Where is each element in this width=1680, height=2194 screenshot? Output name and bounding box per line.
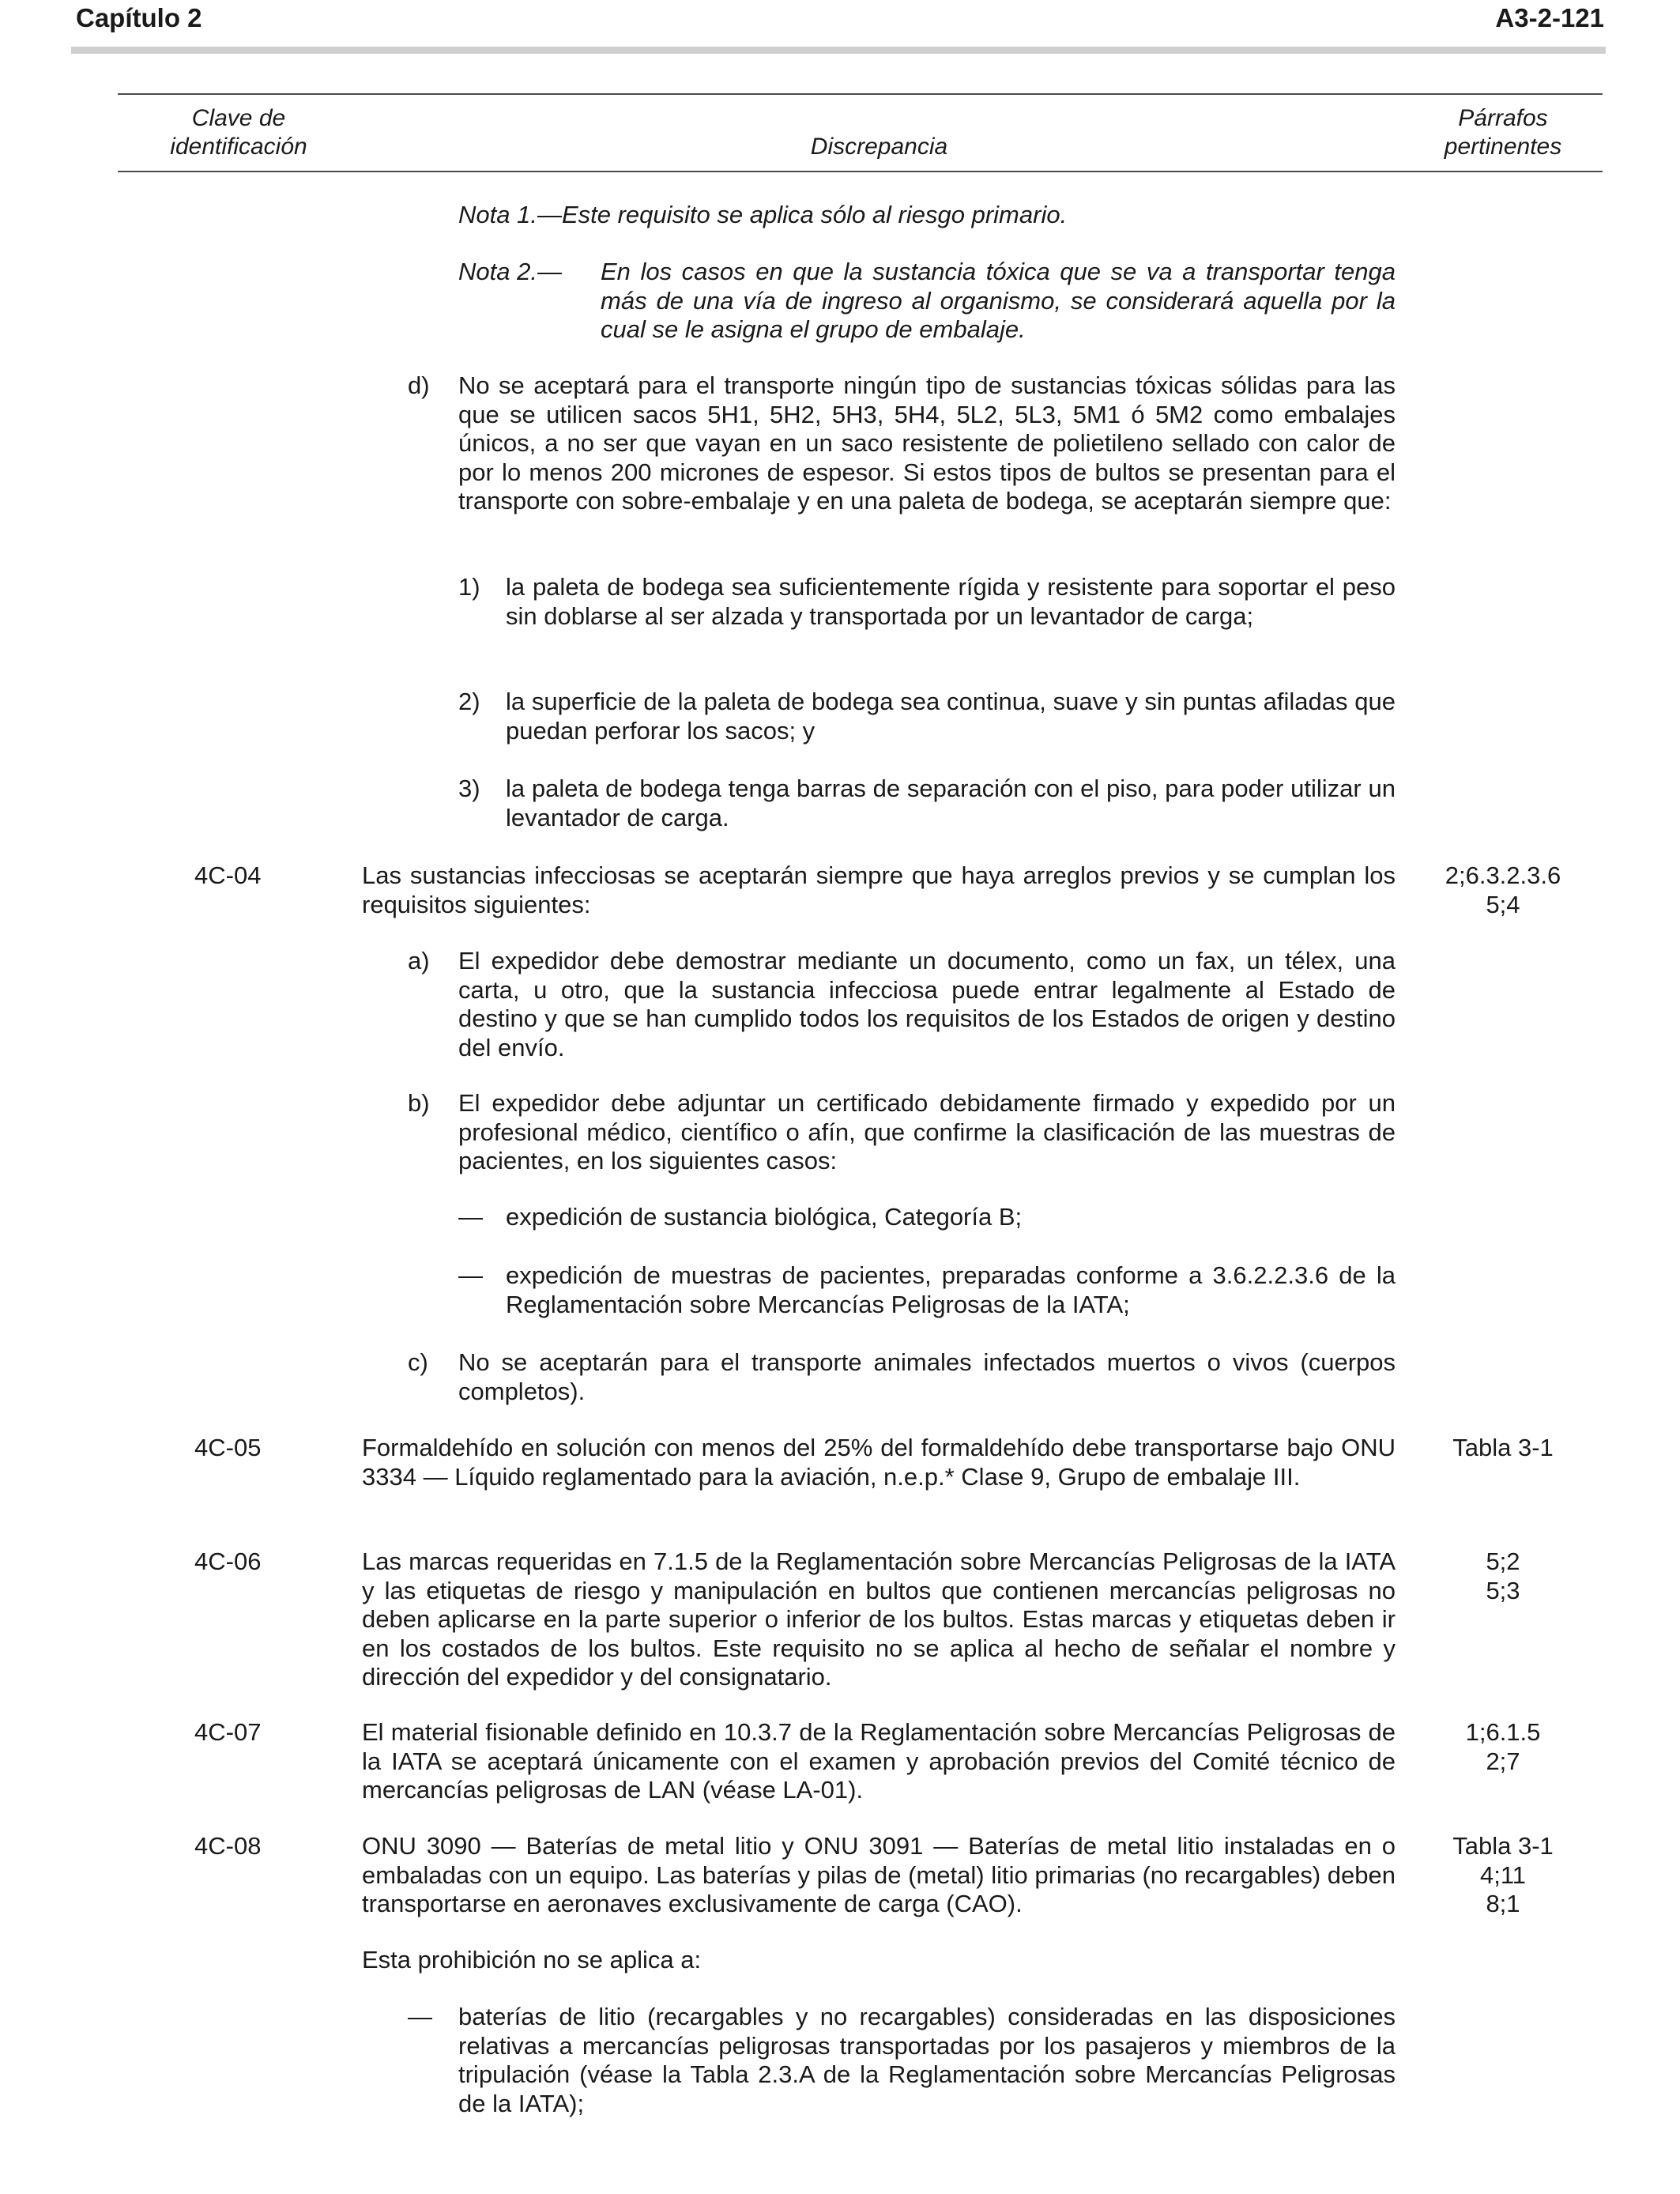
page-number: A3-2-121 [1495,3,1604,32]
entry-4c04-dash2-marker: — [458,1261,483,1289]
entry-4c04-ref-2: 5;4 [1486,890,1520,918]
entry-4c04-a-marker: a) [408,947,430,974]
table-header-bottom-rule [118,171,1603,172]
entry-4c06-key: 4C-06 [194,1547,262,1575]
entry-4c08-ref-2: 4;11 [1479,1860,1527,1889]
entry-4c05-text: Formaldehído en solución con menos del 25% del formaldehído debe transportarse bajo ONU 3334 — Líquido reglamentado para la aviación, n.e.p.* Clase 9, Grupo de embalaje III. [362,1434,1396,1491]
entry-4c06-text: Las marcas requeridas en 7.1.5 de la Reglamentación sobre Mercancías Peligrosas de la IATA y las etiquetas de riesgo y manipulación en bultos que contienen mercancías peligrosas no deben aplicarse en la parte superior o inferior de los bultos. Estas marcas y etiquetas deben ir en los costados de los bultos. Este requisito no se aplica al hecho de señalar el nombre y dirección del expedidor y del consignatario. [362,1547,1396,1691]
entry-4c04-b-marker: b) [408,1089,430,1117]
entry-4c04-text: Las sustancias infecciosas se aceptarán siempre que haya arreglos previos y se cumplan los requisitos siguientes: [362,861,1396,918]
entry-4c08-ref-3: 8;1 [1486,1890,1520,1917]
entry-4c06-references [1414,1547,1591,1605]
entry-4c04-dash1-text: expedición de sustancia biológica, Categoría B; [506,1203,1023,1231]
entry-4c08-dash1-marker: — [408,2003,432,2030]
note-2-text: En los casos en que la sustancia tóxica que se va a transportar tenga más de una vía de ingreso al organismo, se considerará aquella por la cual se le asigna el grupo de embalaje. [601,258,1396,343]
entry-4c08-dash1-text: baterías de litio (recargables y no recargables) consideradas en las disposiciones relativas a mercancías peligrosas transportadas por los pasajeros y miembros de la tripulación (véase la Tabla 2.3.A de la Reglamentación sobre Mercancías Peligrosas de la IATA); [458,2003,1396,2117]
subitem-3-text: la paleta de bodega tenga barras de separación con el piso, para poder utilizar un levantador de carga. [506,775,1396,831]
subitem-1-text: la paleta de bodega sea suficientemente rígida y resistente para soportar el peso sin doblarse al ser alzada y transportada por un levantador de carga; [506,573,1396,630]
note-2-label: Nota 2.— [458,258,562,285]
subitem-2-text: la superficie de la paleta de bodega sea continua, suave y sin puntas afiladas que puedan perforar los sacos; y [506,688,1396,745]
column-header-key-line1: Clave de [191,105,286,131]
column-header-paragraphs [1414,104,1591,161]
subitem-1-marker: 1) [458,573,480,601]
chapter-title: Capítulo 2 [76,3,202,32]
entry-4c08-references [1414,1832,1591,1919]
entry-4c05-key: 4C-05 [194,1434,262,1461]
header-divider [71,47,1606,54]
entry-4c08-text: ONU 3090 — Baterías de metal litio y ONU 3091 — Baterías de metal litio instaladas en o embaladas con un equipo. Las baterías y pilas de (metal) litio primarias (no recargables) deben transportarse en aeronaves exclusivamente de carga (CAO). [362,1832,1396,1917]
entry-4c07-text: El material fisionable definido en 10.3.7 de la Reglamentación sobre Mercancías Peligrosas de la IATA se aceptará únicamente con el examen y aprobación previos del Comité técnico de mercancías peligrosas de LAN (véase LA-01). [362,1718,1396,1804]
column-header-paragraphs-line1: Párrafos [1458,105,1548,131]
entry-4c08-key: 4C-08 [194,1832,262,1860]
column-header-paragraphs-line2: pertinentes [1444,134,1562,160]
entry-4c04-key: 4C-04 [194,861,262,889]
entry-4c07-ref-1: 1;6.1.5 [1465,1718,1541,1746]
entry-4c06-ref-1: 5;2 [1486,1547,1520,1575]
entry-4c04-dash1-marker: — [458,1203,483,1231]
item-d-marker: d) [408,371,430,399]
entry-4c04-ref-1: 2;6.3.2.3.6 [1445,861,1561,889]
entry-4c07-key: 4C-07 [194,1718,262,1746]
entry-4c04-b-text: El expedidor debe adjuntar un certificado debidamente firmado y expedido por un profesional médico, científico o afín, que confirme la clasificación de las muestras de pacientes, en los siguientes casos: [458,1089,1396,1174]
entry-4c05-ref-1: Tabla 3-1 [1452,1434,1554,1461]
note-1: Nota 1.—Este requisito se aplica sólo al riesgo primario. [458,201,1068,228]
entry-4c08-exception-intro: Esta prohibición no se aplica a: [362,1946,702,1973]
column-header-key-line2: identificación [170,134,307,160]
entry-4c04-a-text: El expedidor debe demostrar mediante un documento, como un fax, un télex, una carta, u otro, que la sustancia infecciosa puede entrar legalmente al Estado de destino y que se han cumplido todos los requisitos de los Estados de origen y destino del envío. [458,947,1396,1061]
entry-4c04-c-text: No se aceptarán para el transporte animales infectados muertos o vivos (cuerpos completos). [458,1348,1396,1405]
entry-4c06-ref-2: 5;3 [1486,1576,1520,1604]
entry-4c05-references [1414,1434,1591,1463]
subitem-3-marker: 3) [458,775,480,802]
entry-4c04-c-marker: c) [408,1348,428,1376]
table-top-rule [118,93,1603,95]
column-header-key [126,104,351,161]
column-header-discrepancy: Discrepancia [810,134,948,160]
subitem-2-marker: 2) [458,688,480,715]
entry-4c04-references [1414,861,1591,919]
entry-4c07-references [1414,1718,1591,1776]
entry-4c08-ref-1: Tabla 3-1 [1452,1832,1554,1860]
entry-4c04-dash2-text: expedición de muestras de pacientes, preparadas conforme a 3.6.2.2.3.6 de la Reglamentación sobre Mercancías Peligrosas de la IATA; [506,1261,1396,1318]
item-d-text: No se aceptará para el transporte ningún tipo de sustancias tóxicas sólidas para las que se utilicen sacos 5H1, 5H2, 5H3, 5H4, 5L2, 5L3, 5M1 ó 5M2 como embalajes únicos, a no ser que vayan en un saco resistente de polietileno sellado con calor de por lo menos 200 micrones de espesor. Si estos tipos de bultos se presentan para el transporte con sobre-embalaje y en una paleta de bodega, se aceptarán siempre que: [458,371,1396,515]
entry-4c07-ref-2: 2;7 [1486,1747,1520,1775]
